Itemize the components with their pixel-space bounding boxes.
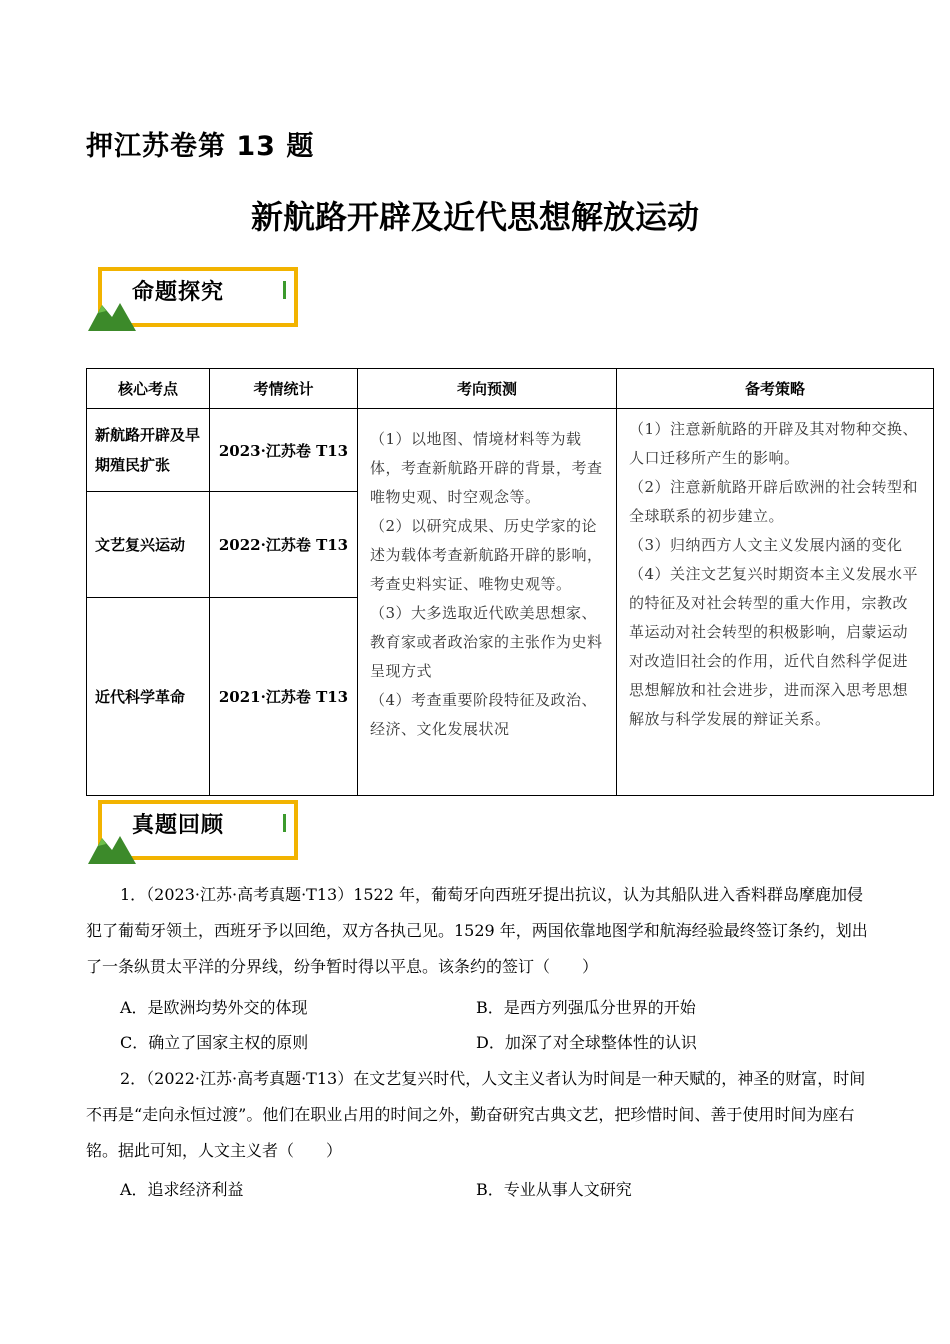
- prediction-item: （1）以地图、情境材料等为载体，考查新航路开辟的背景，考查唯物史观、时空观念等。: [370, 430, 603, 506]
- exam-stat-cell: 2023·江苏卷 T13: [210, 409, 358, 492]
- strategy-item: （4）关注文艺复兴时期资本主义发展水平的特征及对社会转型的重大作用，宗教改革运动对社会转型的积极影响，启蒙运动对改造旧社会的作用，近代自然科学促进思想解放和社会进步，进而深入思考思想解放与科学发展的辩证关系。: [629, 565, 919, 728]
- strategy-item: （2）注意新航路开辟后欧洲的社会转型和全球联系的初步建立。: [629, 478, 919, 525]
- exam-stat-cell: 2022·江苏卷 T13: [210, 492, 358, 598]
- section-badge-exploration: [88, 265, 303, 335]
- core-topic-cell: 新航路开辟及早期殖民扩张: [87, 409, 210, 492]
- prediction-cell: [358, 409, 617, 796]
- column-header: 考向预测: [358, 369, 617, 409]
- question-stem: 1．（2023·江苏·高考真题·T13）1522 年，葡萄牙向西班牙提出抗议，认为其船队进入香料群岛摩鹿加侵犯了葡萄牙领土，西班牙予以回绝，双方各执己见。1529 年，两国依靠地图学和航海经验最终签订条约，划出了一条纵贯太平洋的分界线，纷争暂时得以平息。该条约的签订（ ）: [86, 885, 868, 976]
- question-2: [86, 1061, 876, 1169]
- section-badge-review: [88, 798, 303, 868]
- prediction-item: （3）大多选取近代欧美思想家、教育家或者政治家的主张作为史料呈现方式: [370, 604, 603, 680]
- option-b[interactable]: B．专业从事人文研究: [476, 1180, 632, 1199]
- column-header: 考情统计: [210, 369, 358, 409]
- strategy-cell: [617, 409, 934, 796]
- section-label: 真题回顾: [132, 813, 225, 838]
- option-c[interactable]: C．确立了国家主权的原则: [120, 1033, 309, 1052]
- column-header: 核心考点: [87, 369, 210, 409]
- strategy-item: （1）注意新航路的开辟及其对物种交换、人口迁移所产生的影响。: [629, 420, 919, 467]
- page-title: 新航路开辟及近代思想解放运动: [250, 198, 699, 236]
- exam-analysis-table: [86, 368, 934, 796]
- core-topic-cell: 近代科学革命: [87, 598, 210, 796]
- option-d[interactable]: D．加深了对全球整体性的认识: [476, 1033, 697, 1052]
- exam-kicker: 押江苏卷第 13 题: [86, 131, 315, 162]
- mountain-icon: [88, 291, 136, 331]
- prediction-item: （4）考查重要阶段特征及政治、经济、文化发展状况: [370, 691, 598, 738]
- mountain-icon: [88, 824, 136, 864]
- table-row: [87, 409, 934, 492]
- question-1: [86, 877, 876, 985]
- option-a[interactable]: A．追求经济利益: [120, 1180, 244, 1199]
- column-header: 备考策略: [617, 369, 934, 409]
- section-label: 命题探究: [132, 280, 225, 305]
- option-a[interactable]: A．是欧洲均势外交的体现: [120, 998, 308, 1017]
- table-header-row: [87, 369, 934, 409]
- core-topic-cell: 文艺复兴运动: [87, 492, 210, 598]
- option-b[interactable]: B．是西方列强瓜分世界的开始: [476, 998, 696, 1017]
- prediction-item: （2）以研究成果、历史学家的论述为载体考查新航路开辟的影响，考查史料实证、唯物史观等。: [370, 517, 603, 593]
- exam-stat-cell: 2021·江苏卷 T13: [210, 598, 358, 796]
- question-stem: 2．（2022·江苏·高考真题·T13）在文艺复兴时代，人文主义者认为时间是一种天赋的，神圣的财富，时间不再是“走向永恒过渡”。他们在职业占用的时间之外，勤奋研究古典文艺，把珍惜时间、善于使用时间为座右铭。据此可知，人文主义者（ ）: [86, 1069, 866, 1160]
- strategy-item: （3）归纳西方人文主义发展内涵的变化: [629, 536, 903, 554]
